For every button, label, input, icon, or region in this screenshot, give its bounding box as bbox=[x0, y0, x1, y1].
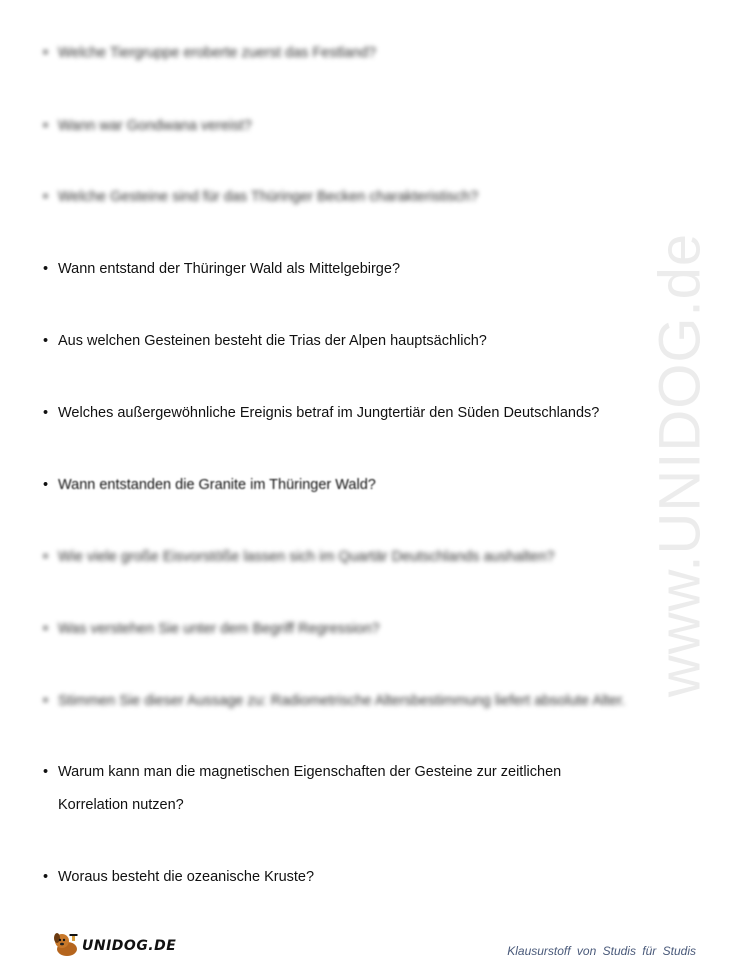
bullet: • bbox=[43, 477, 49, 493]
question-text: Aus welchen Gesteinen besteht die Trias der Alpen hauptsächlich? bbox=[58, 333, 487, 349]
question-text: Welches außergewöhnliche Ereignis betraf im Jungtertiär den Süden Deutschlands? bbox=[58, 405, 600, 421]
question-text: Stimmen Sie dieser Aussage zu: Radiometrische Altersbestimmung liefert absolute Alter. bbox=[58, 693, 626, 709]
bullet: • bbox=[43, 693, 49, 709]
dog-icon bbox=[52, 930, 80, 958]
bullet: • bbox=[43, 621, 49, 637]
question-text: Wann entstand der Thüringer Wald als Mittelgebirge? bbox=[58, 261, 401, 277]
bullet: • bbox=[43, 261, 49, 277]
question-text: Woraus besteht die ozeanische Kruste? bbox=[58, 869, 315, 885]
bullet: • bbox=[43, 333, 49, 349]
bullet: • bbox=[43, 189, 49, 205]
bullet: • bbox=[43, 869, 49, 885]
footer-text: Klausurstoff von Studis für Studis bbox=[507, 944, 696, 958]
question-text: Wann entstanden die Granite im Thüringer Wald? bbox=[58, 477, 376, 493]
question-text: Warum kann man die magnetischen Eigenschaften der Gesteine zur zeitlichen Korrelation nutzen? bbox=[58, 764, 562, 813]
logo-text: UNIDOG.DE bbox=[82, 938, 177, 954]
bullet: • bbox=[43, 45, 49, 61]
question-text: Welche Gesteine sind für das Thüringer Becken charakteristisch? bbox=[58, 189, 479, 205]
question-text: Wann war Gondwana vereist? bbox=[58, 118, 252, 134]
question-text: Welche Tiergruppe eroberte zuerst das Festland? bbox=[58, 45, 377, 61]
bullet: • bbox=[43, 764, 49, 780]
watermark: www.UNIDOG.de bbox=[647, 232, 713, 698]
bullet: • bbox=[43, 549, 49, 565]
question-text: Was verstehen Sie unter dem Begriff Regression? bbox=[58, 621, 380, 637]
bullet: • bbox=[43, 118, 49, 134]
question-text: Wie viele große Eisvorstöße lassen sich im Quartär Deutschlands aushalten? bbox=[58, 549, 555, 565]
bullet: • bbox=[43, 405, 49, 421]
